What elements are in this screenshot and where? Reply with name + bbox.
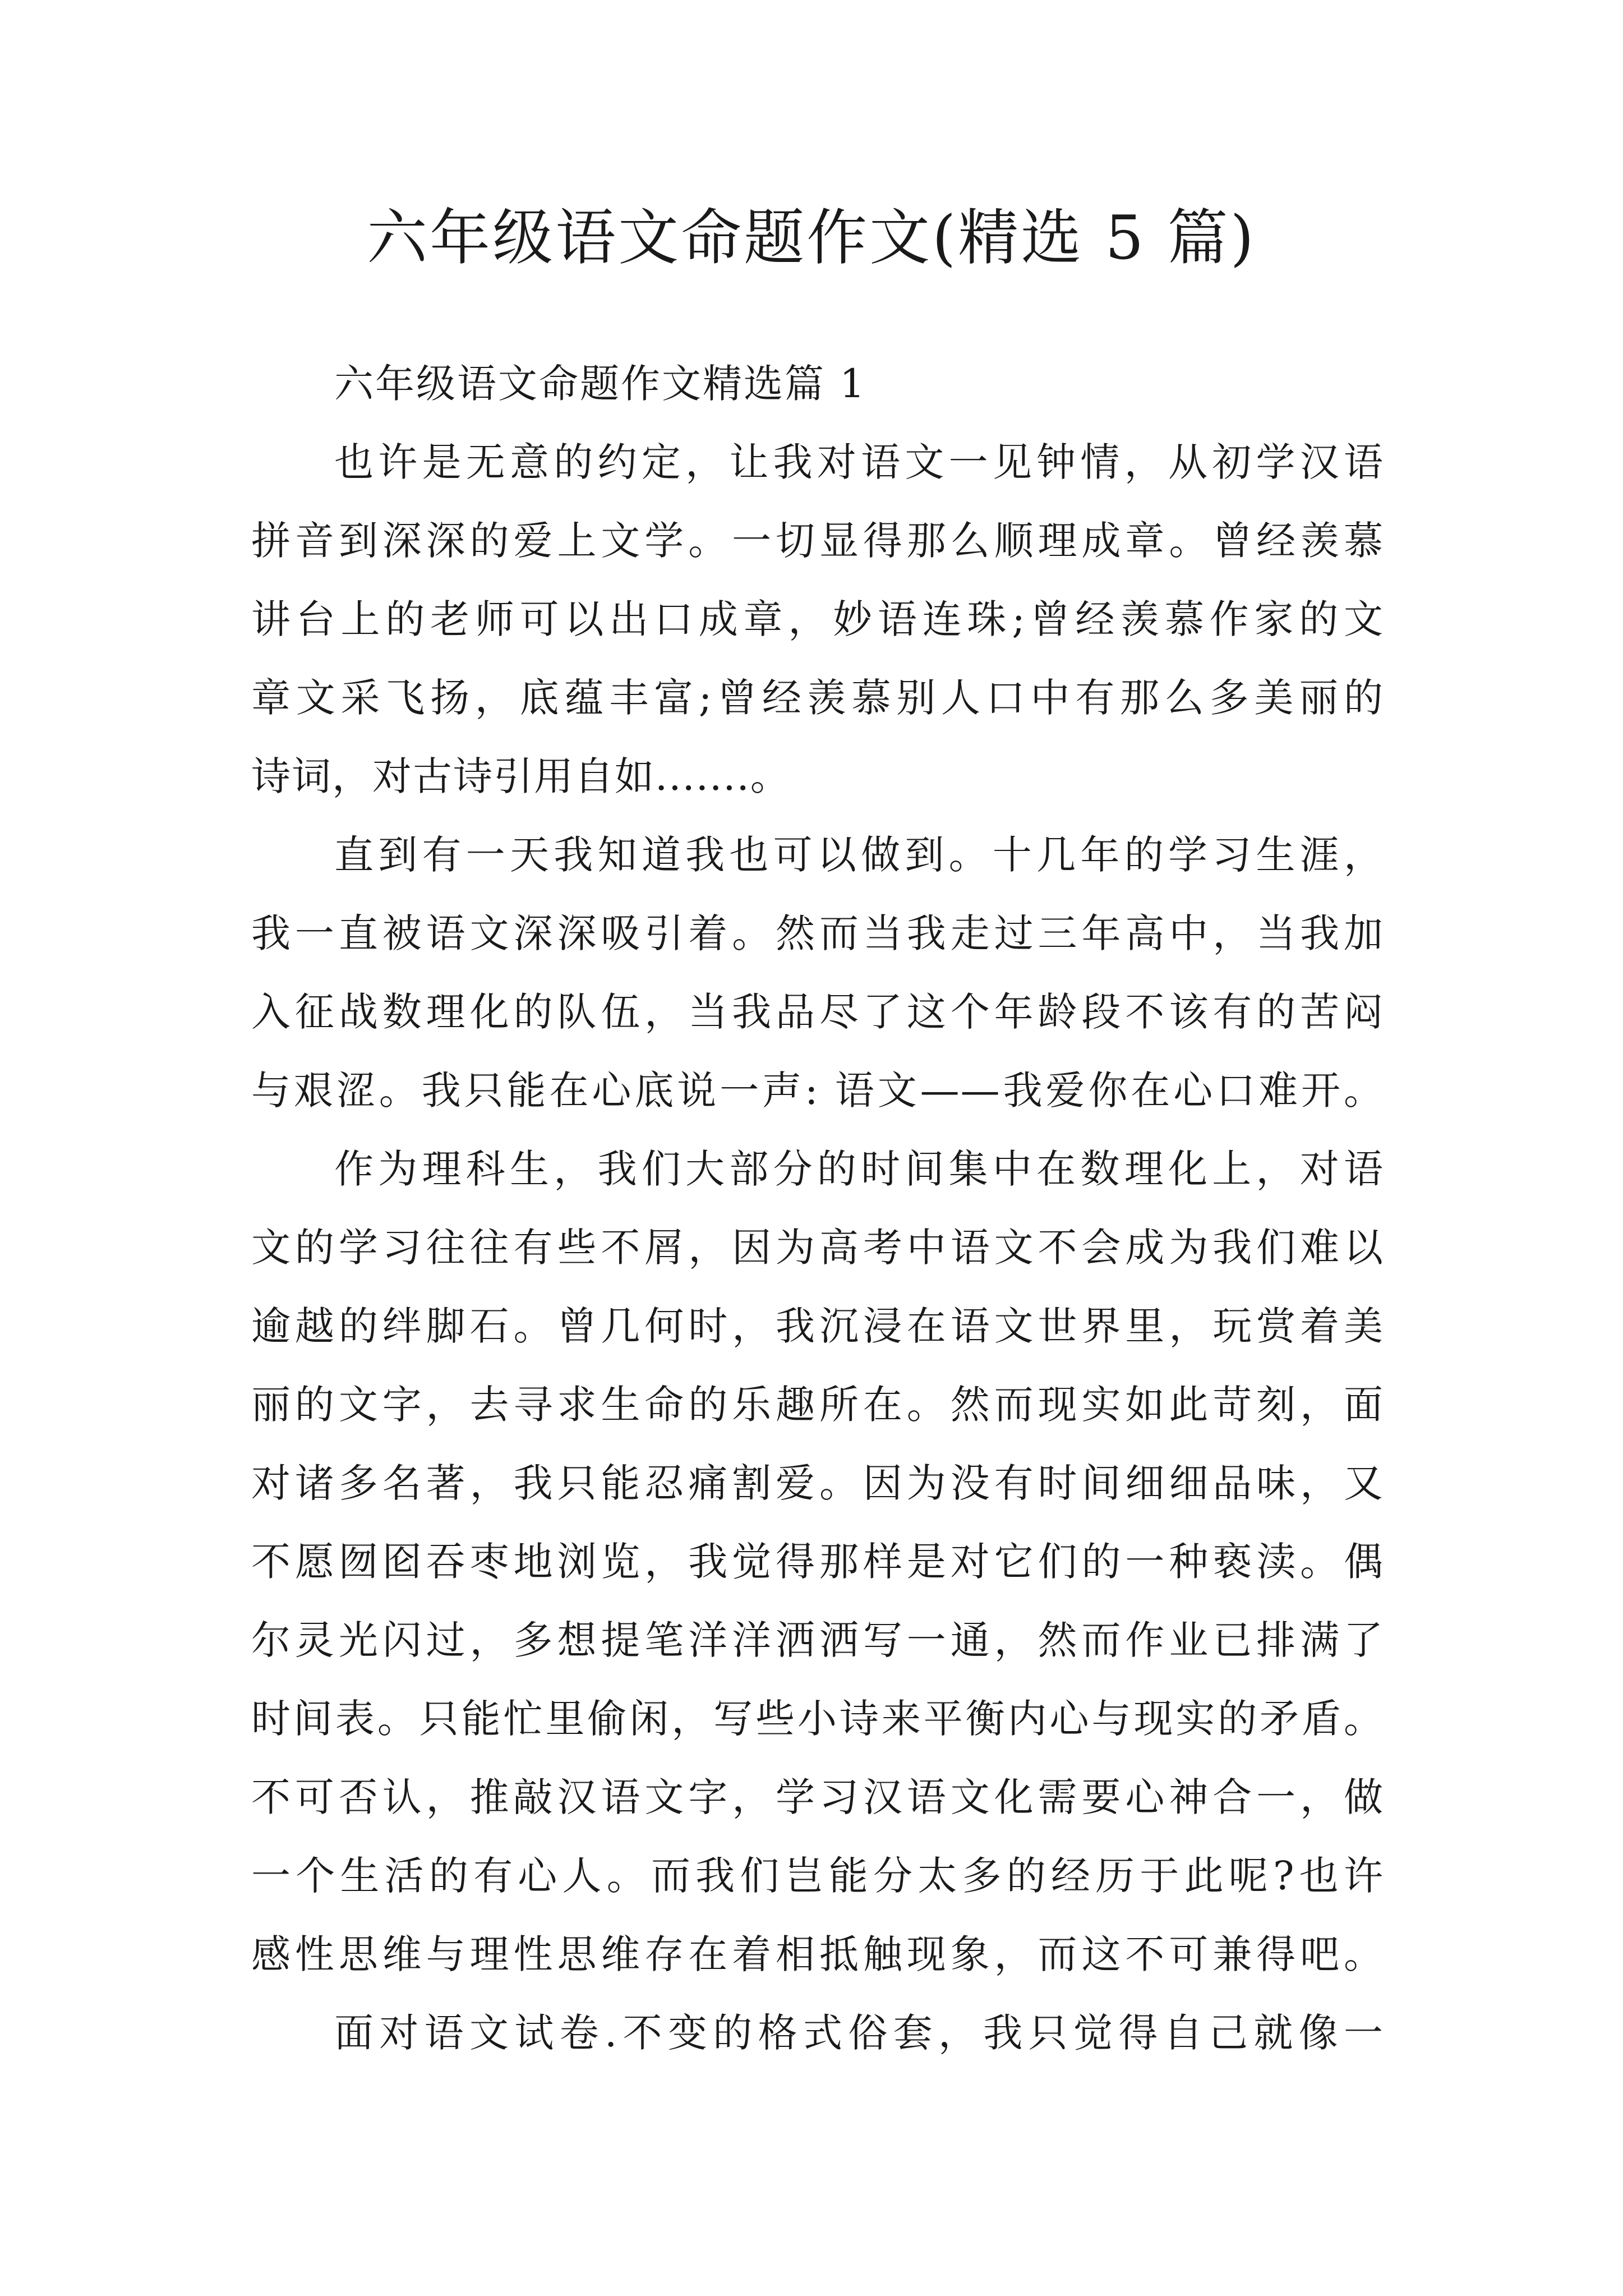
text-line: 也许是无意的约定，让我对语文一见钟情，从初学汉语	[334, 439, 1384, 485]
text-line: 直到有一天我知道我也可以做到。十几年的学习生涯，	[334, 832, 1384, 878]
text-line: 感性思维与理性思维存在着相抵触现象，而这不可兼得吧。	[251, 1931, 1384, 1977]
paragraph-4	[251, 1994, 1384, 2072]
text-line: 一个生活的有心人。而我们岂能分太多的经历于此呢?也许	[251, 1853, 1384, 1899]
text-line: 讲台上的老师可以出口成章，妙语连珠;曾经羡慕作家的文	[251, 596, 1384, 642]
document-title: 六年级语文命题作文(精选 5 篇)	[367, 203, 1256, 273]
text-line: 时间表。只能忙里偷闲，写些小诗来平衡内心与现实的矛盾。	[251, 1696, 1384, 1742]
text-line: 拼音到深深的爱上文学。一切显得那么顺理成章。曾经羡慕	[251, 518, 1384, 564]
text-line: 文的学习往往有些不屑，因为高考中语文不会成为我们难以	[251, 1225, 1384, 1271]
paragraph-2	[251, 816, 1384, 1130]
text-line: 逾越的绊脚石。曾几何时，我沉浸在语文世界里，玩赏着美	[251, 1303, 1384, 1349]
text-line: 不可否认，推敲汉语文字，学习汉语文化需要心神合一，做	[251, 1774, 1384, 1820]
document-body	[251, 344, 1384, 2072]
text-line: 尔灵光闪过，多想提笔洋洋洒洒写一通，然而作业已排满了	[251, 1617, 1384, 1663]
paragraph-1	[251, 423, 1384, 816]
text-line: 作为理科生，我们大部分的时间集中在数理化上，对语	[334, 1146, 1384, 1192]
text-line: 不愿囫囵吞枣地浏览，我觉得那样是对它们的一种亵渎。偶	[251, 1539, 1384, 1585]
paragraph-3	[251, 1130, 1384, 1994]
text-line: 诗词，对古诗引用自如.......。	[251, 753, 791, 799]
text-line: 面对语文试卷.不变的格式俗套，我只觉得自己就像一	[334, 2010, 1384, 2056]
section-heading: 六年级语文命题作文精选篇 1	[334, 361, 866, 407]
text-line: 丽的文字，去寻求生命的乐趣所在。然而现实如此苛刻，面	[251, 1382, 1384, 1428]
text-line: 对诸多名著，我只能忍痛割爱。因为没有时间细细品味，又	[251, 1460, 1384, 1506]
text-line: 入征战数理化的队伍，当我品尽了这个年龄段不该有的苦闷	[251, 989, 1384, 1035]
text-line: 与艰涩。我只能在心底说一声: 语文——我爱你在心口难开。	[251, 1068, 1384, 1114]
text-line: 我一直被语文深深吸引着。然而当我走过三年高中，当我加	[251, 910, 1384, 956]
text-line: 章文采飞扬，底蕴丰富;曾经羡慕别人口中有那么多美丽的	[251, 675, 1384, 721]
